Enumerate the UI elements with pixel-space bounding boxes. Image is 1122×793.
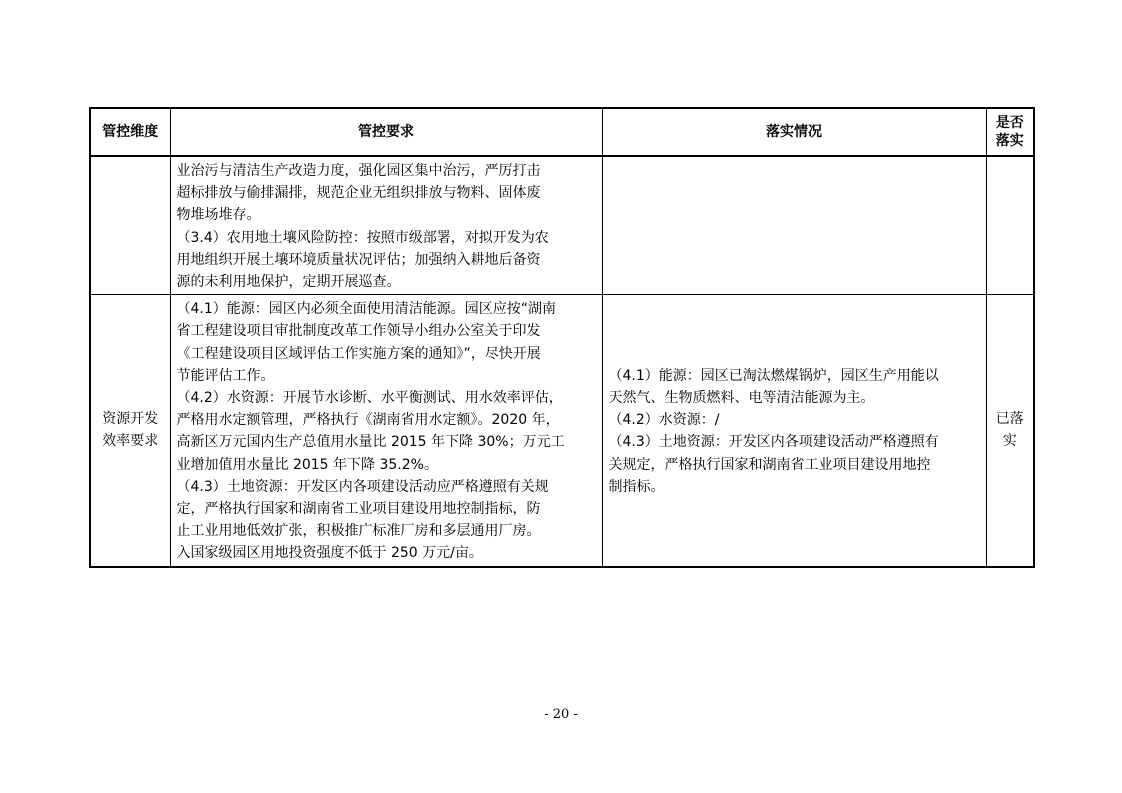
row1-requirement-line: 物堆场堆存。 <box>176 207 261 224</box>
row1-status <box>602 156 986 295</box>
row1-requirement-line: （3.4）农用地土壤风险防控：按照市级部署，对拟开发为农 <box>176 229 549 246</box>
row2-requirement-line: （4.1）能源：园区内必须全面使用清洁能源。园区应按“湖南 <box>176 301 557 318</box>
row2-implemented-text: 已落实 <box>995 411 1024 450</box>
row2-requirement <box>170 295 602 567</box>
table-header-row <box>90 108 1034 156</box>
row2-status-line: 关规定，严格执行国家和湖南省工业项目建设用地控 <box>608 456 931 473</box>
row2-requirement-line: 高新区万元国内生产总值用水量比 2015 年下降 30%；万元工 <box>176 434 565 451</box>
row2-status-line: （4.2）水资源：/ <box>608 412 720 429</box>
row1-implemented <box>986 156 1034 295</box>
row2-dimension <box>90 295 170 567</box>
row1-requirement-line: 源的未利用地保护，定期开展巡查。 <box>176 274 401 291</box>
row2-implemented <box>986 295 1034 567</box>
row2-status <box>602 295 986 567</box>
row2-requirement-line: 节能评估工作。 <box>176 367 275 384</box>
row1-requirement-line: 业治污与清洁生产改造力度，强化园区集中治污，严厉打击 <box>176 163 541 179</box>
row2-requirement-line: 入国家级园区用地投资强度不低于 250 万元/亩。 <box>176 545 483 562</box>
row2-requirement-line: （4.2）水资源：开展节水诊断、水平衡测试、用水效率评估， <box>176 390 563 407</box>
row1-requirement-line: 用地组织开展土壤环境质量状况评估；加强纳入耕地后备资 <box>176 251 541 268</box>
header-requirement: 管控要求 <box>170 108 602 156</box>
row1-requirement-line: 超标排放与偷排漏排，规范企业无组织排放与物料、固体废 <box>176 185 541 202</box>
row1-requirement <box>170 156 602 295</box>
row2-requirement-line: 业增加值用水量比 2015 年下降 35.2%。 <box>176 456 438 473</box>
row1-dimension <box>90 156 170 295</box>
header-implemented <box>986 108 1034 156</box>
row2-requirement-line: 严格用水定额管理，严格执行《湖南省用水定额》。2020 年， <box>176 412 560 429</box>
row2-status-line: （4.3）土地资源：开发区内各项建设活动严格遵照有 <box>608 434 939 451</box>
row2-requirement-line: 《工程建设项目区域评估工作实施方案的通知》”，尽快开展 <box>176 345 541 362</box>
header-dimension: 管控维度 <box>90 108 170 156</box>
row2-requirement-line: 定，严格执行国家和湖南省工业项目建设用地控制指标，防 <box>176 501 541 518</box>
row2-status-line: 制指标。 <box>608 478 665 495</box>
row2-requirement-line: （4.3）土地资源：开发区内各项建设活动应严格遵照有关规 <box>176 478 549 495</box>
header-status: 落实情况 <box>602 108 986 156</box>
row2-requirement-line: 止工业用地低效扩张，积极推广标准厂房和多层通用厂房。 <box>176 523 541 540</box>
header-implemented-text: 是否落实 <box>995 115 1024 149</box>
table-row <box>90 295 1034 567</box>
row2-requirement-line: 省工程建设项目审批制度改革工作领导小组办公室关于印发 <box>176 323 541 340</box>
row2-status-line: （4.1）能源：园区已淘汰燃煤锅炉，园区生产用能以 <box>608 367 939 384</box>
table-row <box>90 156 1034 295</box>
page-number: - 20 - <box>544 707 578 722</box>
row2-dimension-text: 资源开发效率要求 <box>102 411 159 450</box>
row2-status-line: 天然气、生物质燃料、电等清洁能源为主。 <box>608 390 875 407</box>
control-requirements-table <box>89 107 1035 568</box>
